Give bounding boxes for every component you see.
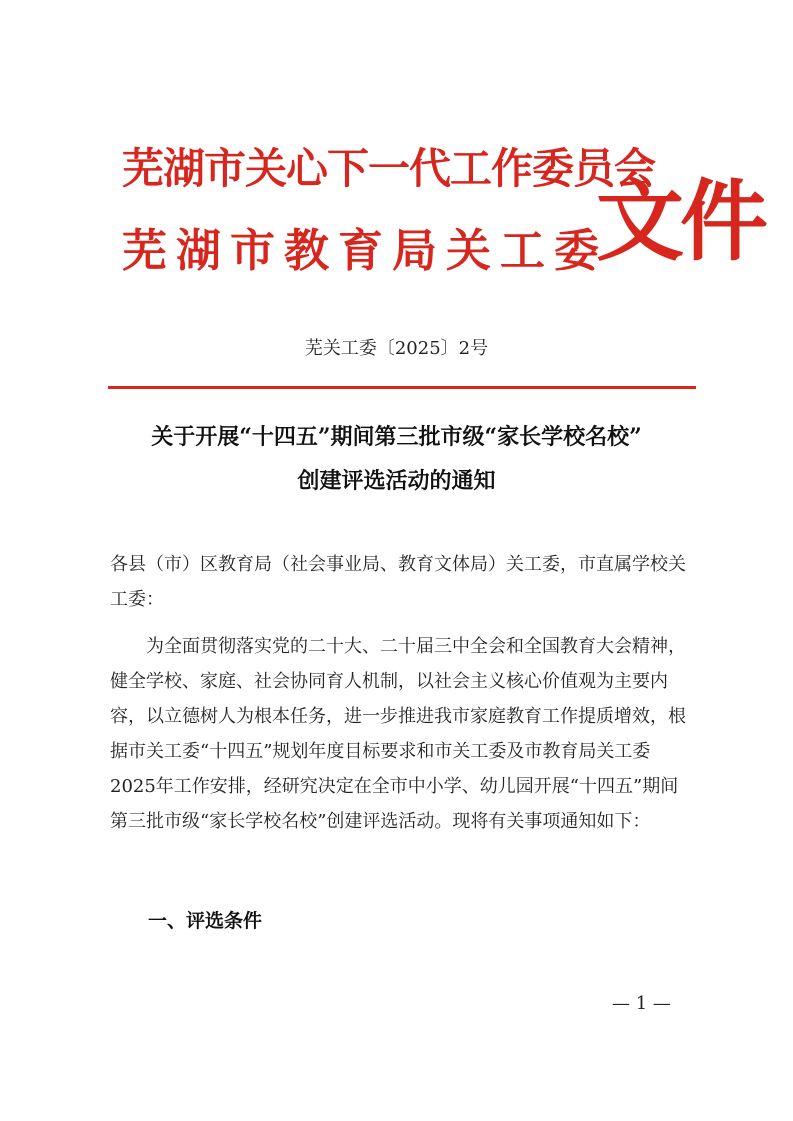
notice-title-line-1: 关于开展“十四五”期间第三批市级“家长学校名校” xyxy=(151,424,642,450)
masthead-issuer-1: 芜湖市关心下一代工作委员会 xyxy=(122,144,656,193)
masthead-issuer-2: 芜湖市教育局关工委 xyxy=(122,224,609,277)
notice-title-line-2: 创建评选活动的通知 xyxy=(297,468,496,494)
page-number: — 1 — xyxy=(612,993,671,1014)
section-heading: 一、评选条件 xyxy=(148,910,263,932)
document-number: 芜关工委〔2025〕2号 xyxy=(304,338,489,359)
masthead-document-label: 文件 xyxy=(596,170,765,273)
salutation: 各县（市）区教育局（社会事业局、教育文体局）关工委，市直属学校关工委： xyxy=(110,554,686,610)
body-paragraph: 为全面贯彻落实党的二十大、二十届三中全会和全国教育大会精神，健全学校、家庭、社会协同育人机制，以社会主义核心价值观为主要内容，以立德树人为根本任务，进一步推进我市家庭教育工作提质增效，根据市关工委“十四五”规划年度目标要求和市关工委及市教育局关工委2025年工作安排，经研究决定在全市中小学、幼儿园开展“十四五”期间第三批市级“家长学校名校”创建评选活动。现将有关事项通知如下： xyxy=(110,636,686,832)
red-divider xyxy=(108,386,696,389)
masthead xyxy=(122,144,656,298)
